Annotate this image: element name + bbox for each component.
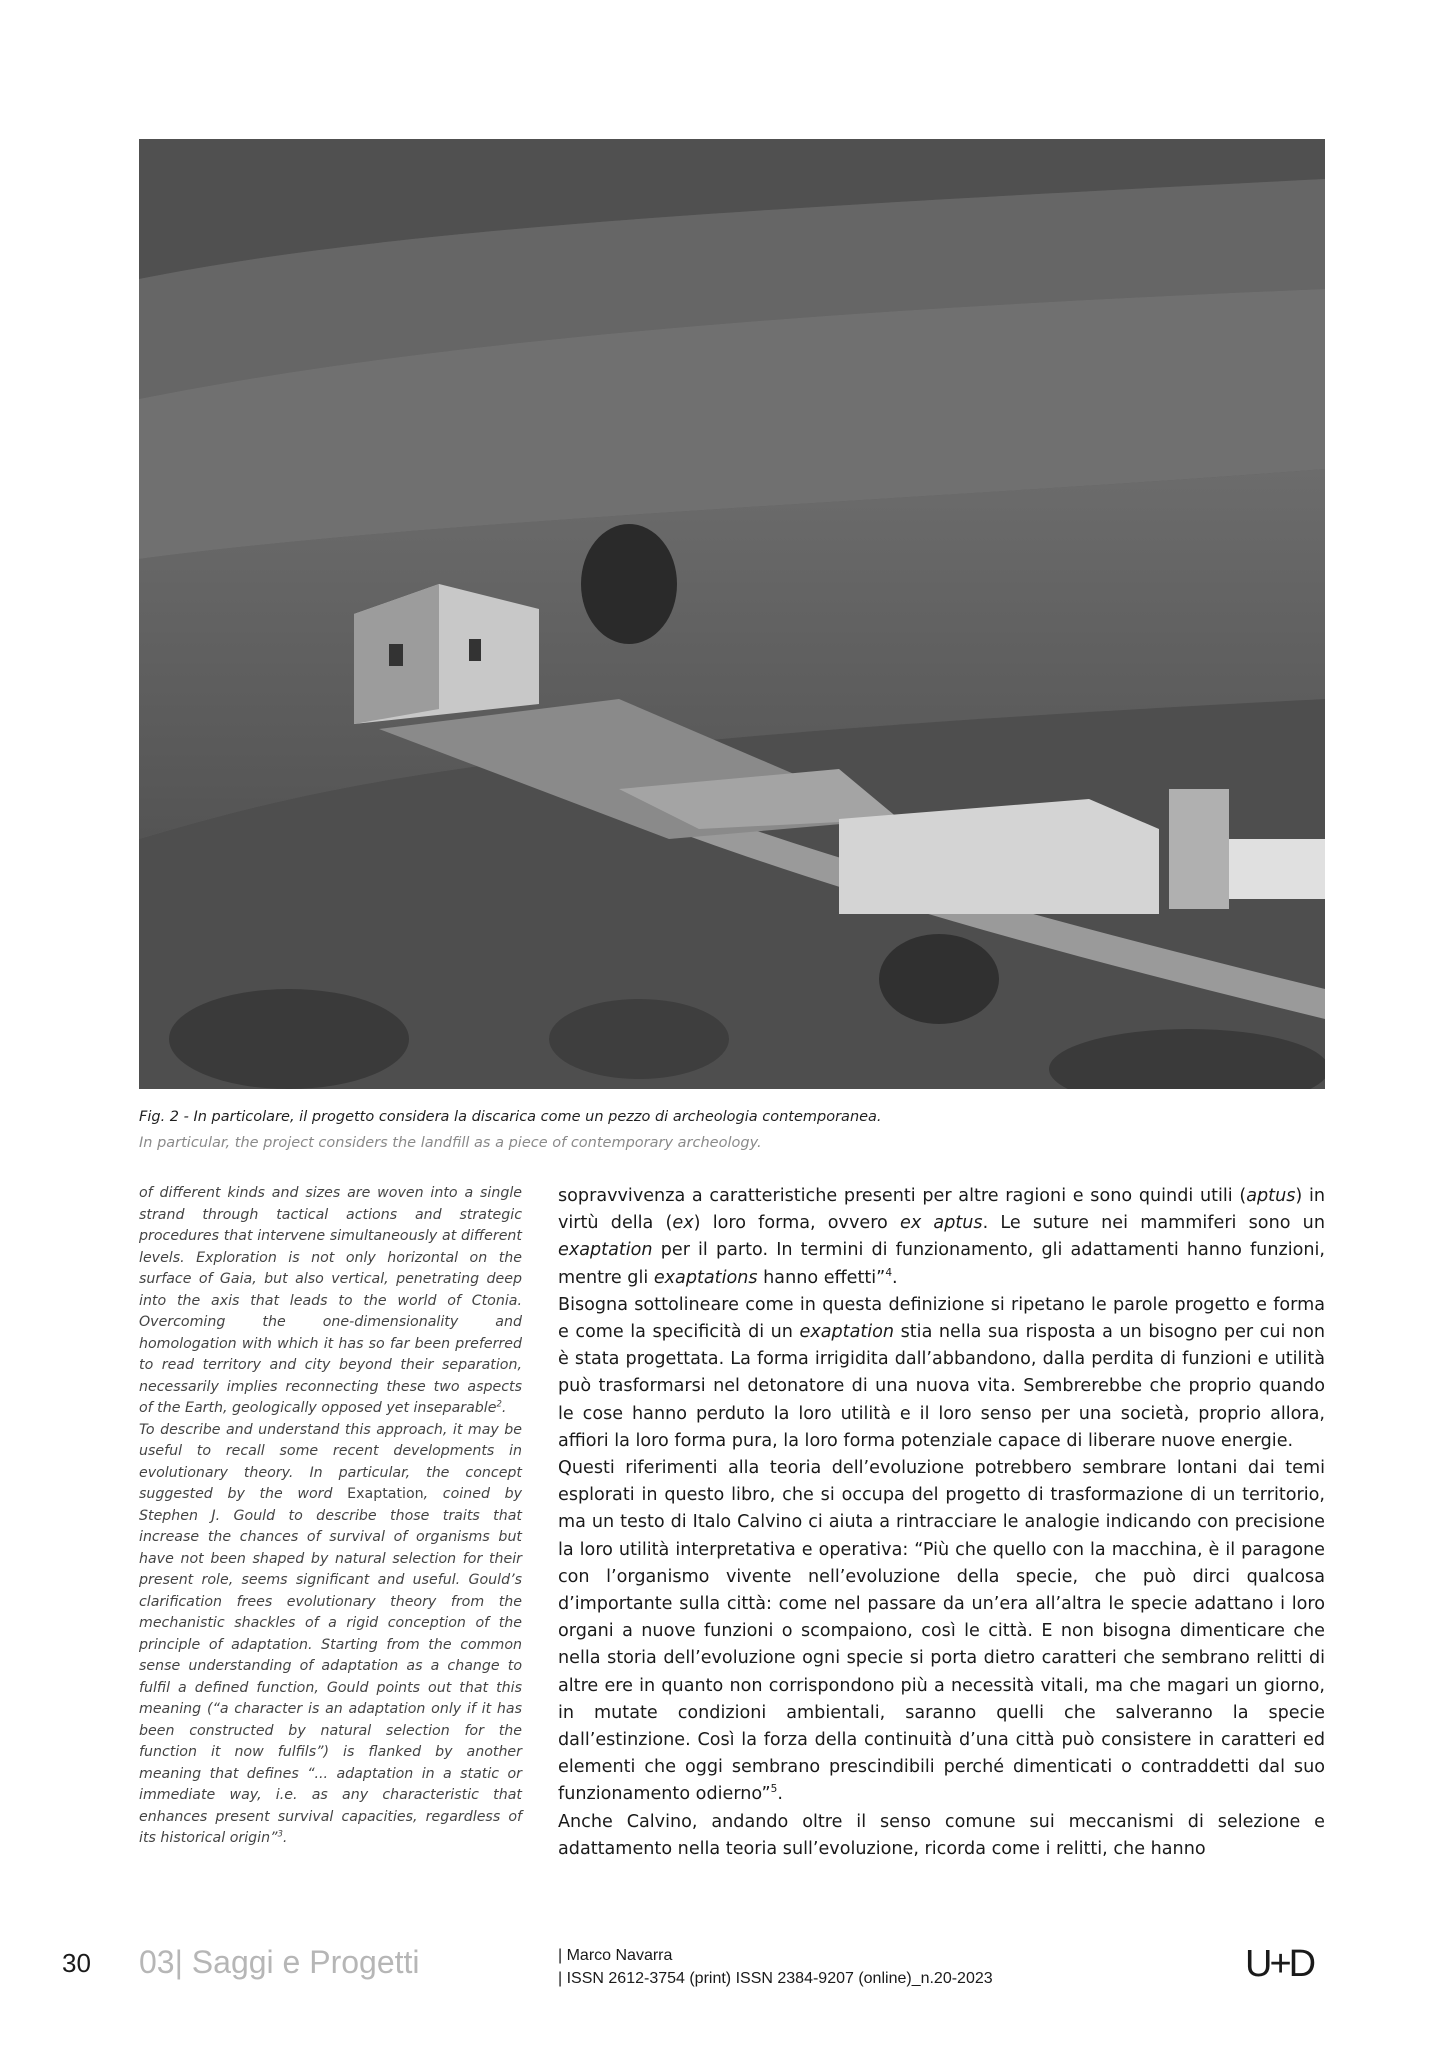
term-exaptation: Exaptation [347,1486,424,1502]
journal-logo: U+D [1245,1943,1314,1985]
publication-info [558,1944,993,1990]
section-title: 03| Saggi e Progetti [139,1944,420,1980]
caption-english: In particular, the project considers the landfill as a piece of contemporary archeology. [139,1135,762,1151]
italian-paragraph-4: Anche Calvino, andando oltre il senso comune sui meccanismi di selezione e adattamento nella teoria sull’evoluzione, ricorda come i relitti, che hanno [558,1811,1325,1859]
figure-caption [139,1104,1325,1156]
photo-illustration [139,139,1325,1089]
footnote-ref-4: 4 [885,1266,893,1279]
issn-line: | ISSN 2612-3754 (print) ISSN 2384-9207 (online)_n.20-2023 [558,1970,993,1987]
english-paragraph-2: To describe and understand this approach, it may be useful to recall some recent developments in evolutionary theory. In particular, the concept suggested by the word Exaptation, coined by Stephen J. Gould to describe those traits that increase the chances of survival of organisms but have not been shaped by natural selection for their present role, seems significant and useful. Gould’s clarification frees evolutionary theory from the mechanistic shackles of a rigid conception of the principle of adaptation. Starting from the common sense understanding of adaptation as a change to fulfil a defined function, Gould points out that this meaning (“a character is an adaptation only if it has been constructed by natural selection for the function it now fulfils”) is flanked by another meaning that defines “... adaptation in a static or immediate way, i.e. as any characteristic that enhances present survival capacities, regardless of its historical origin”$^3$. [139,1421,522,1846]
caption-italian: Fig. 2 - In particolare, il progetto considera la discarica come un pezzo di archeologia contemporanea. [139,1109,882,1125]
italian-paragraph-3: Questi riferimenti alla teoria dell’evoluzione potrebbero sembrare lontani dai temi esplorati in questo libro, che si occupa del progetto di trasformazione di un territorio, ma un testo di Italo Calvino ci aiuta a rintracciare le analogie indicando con precisione la loro utilità interpretativa e operativa: “Più che quello con la macchina, è il paragone con l’organismo vivente nell’evoluzione della specie, che può dirci qualcosa d’importante sulla città: come nel passare da un’era all’altra le specie adattano i loro organi a nuove funzioni o scompaiono, così le città. E non bisogna dimenticare che nella storia dell’evoluzione ogni specie si porta dietro caratteri che sembrano relitti di altre ere in quanto non corrispondono più a necessità vitali, ma che magari un giorno, in mutate condizioni ambientali, saranno quelli che salveranno la specie dall’estinzione. Così la forza della continuità d’una città può consistere in caratteri ed elementi che oggi sembrano prescindibili perché dimenticati o contraddetti dal suo funzionamento odierno”$^5$. [558,1458,1325,1805]
footnote-ref-3: 3 [277,1829,283,1840]
italian-paragraph-2: Bisogna sottolineare come in questa definizione si ripetano le parole progetto e forma e come la specificità di un exaptation stia nella sua risposta a un bisogno per cui non è stata progettata. La forma irrigidita dall’abbandono, dalla perdita di funzioni e utilità può trasformarsi nel detonatore di una nuova vita. Sembrerebbe che proprio quando le cose hanno perduto la loro utilità e il loro senso per una società, proprio allora, affiori la loro forma pura, la loro forma potenziale capace di liberare nuove energie. [558,1294,1325,1451]
footnote-ref-5: 5 [770,1783,778,1796]
italian-column [558,1183,1325,1863]
english-column [139,1183,522,1850]
footnote-ref-2: 2 [496,1399,502,1410]
author-line: | Marco Navarra [558,1947,673,1964]
english-paragraph-1: of different kinds and sizes are woven into a single strand through tactical actions and strategic procedures that intervene simultaneously at different levels. Exploration is not only horizontal on the surface of Gaia, but also vertical, penetrating deep into the axis that leads to the world of Ctonia. Overcoming the one-dimensionality and homologation with which it has so far been preferred to read territory and city beyond their separation, necessarily implies reconnecting these two aspects of the Earth, geologically opposed yet inseparable$^2$. [139,1185,522,1416]
landfill-photo [139,139,1325,1089]
page-number: 30 [62,1948,91,1978]
italian-paragraph-1: sopravvivenza a caratteristiche presenti per altre ragioni e sono quindi utili (aptus) in virtù della (ex) loro forma, ovvero ex aptus. Le suture nei mammiferi sono un exaptation per il parto. In termini di funzionamento, gli adattamenti hanno funzioni, mentre gli exaptations hanno effetti”$^4$. [558,1186,1326,1288]
